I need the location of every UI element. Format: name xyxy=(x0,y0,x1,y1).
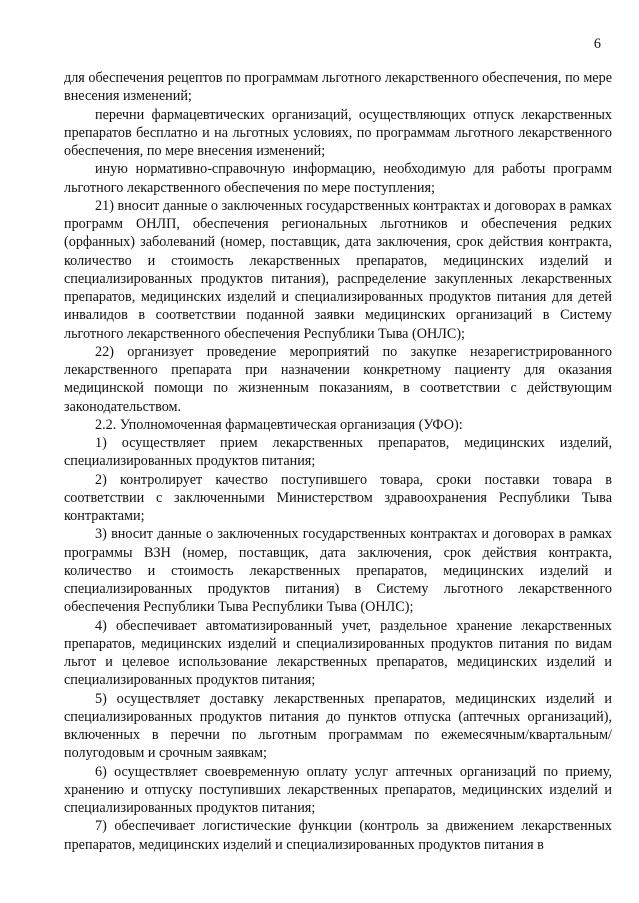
paragraph: перечни фармацевтических организаций, осуществляющих отпуск лекарственных препаратов бесплатно и на льготных условиях, по программам льготного лекарственного обеспечения, по мере внесения изменений; xyxy=(64,106,612,159)
paragraph: 3) вносит данные о заключенных государственных контрактах и договорах в рамках программы ВЗН (номер, поставщик, дата заключения, срок действия контракта, количество и стоимость лекарственных препаратов, медицинских изделий и специализированных продуктов питания) в Систему льготного лекарственного обеспечения Республики Тыва Республики Тыва (ОНЛС); xyxy=(64,526,612,616)
paragraph: 2) контролирует качество поступившего товара, сроки поставки товара в соответствии с заключенными Министерством здравоохранения Республики Тыва контрактами; xyxy=(64,471,612,524)
paragraph: для обеспечения рецептов по программам льготного лекарственного обеспечения, по мере внесения изменений; xyxy=(64,70,612,105)
paragraph: 6) осуществляет своевременную оплату услуг аптечных организаций по приему, хранению и отпуску поступивших лекарственных препаратов, медицинских изделий и специализированных продуктов питания; xyxy=(64,763,612,816)
paragraph: 21) вносит данные о заключенных государственных контрактах и договорах в рамках программ ОНЛП, обеспечения региональных льготников и обеспечения редких (орфанных) заболеваний (номер, поставщик, дата заключения, срок действия контракта, количество и стоимость лекарственных препаратов, медицинских изделий и специализированных продуктов питания), распределение закупленных лекарственных препаратов, медицинских изделий и специализированных продуктов питания для детей инвалидов в соответствии поданной заявки медицинских организаций в Систему льготного лекарственного обеспечения Республики Тыва (ОНЛС); xyxy=(64,197,612,342)
document-body xyxy=(64,69,612,854)
paragraph: 5) осуществляет доставку лекарственных препаратов, медицинских изделий и специализированных продуктов питания до пунктов отпуска (аптечных организаций), включенных в перечни по льготным программам по ежемесячным/квартальным/полугодовым и срочным заявкам; xyxy=(64,690,612,762)
paragraph: 22) организует проведение мероприятий по закупке незарегистрированного лекарственного препарата при назначении конкретному пациенту для оказания медицинской помощи по жизненным показаниям, в соответствии с действующим законодательством. xyxy=(64,343,612,415)
section-heading: 2.2. Уполномоченная фармацевтическая организация (УФО): xyxy=(95,416,463,433)
paragraph: 7) обеспечивает логистические функции (контроль за движением лекарственных препаратов, медицинских изделий и специализированных продуктов питания в xyxy=(64,818,612,853)
paragraph: 4) обеспечивает автоматизированный учет, раздельное хранение лекарственных препаратов, медицинских изделий и специализированных продуктов питания по видам льгот и целевое использование лекарственных препаратов, медицинских изделий и специализированных продуктов питания; xyxy=(64,617,612,689)
paragraph: иную нормативно-справочную информацию, необходимую для работы программ льготного лекарственного обеспечения по мере поступления; xyxy=(64,161,612,196)
page-number: 6 xyxy=(593,36,601,52)
paragraph: 1) осуществляет прием лекарственных препаратов, медицинских изделий, специализированных продуктов питания; xyxy=(64,435,612,470)
